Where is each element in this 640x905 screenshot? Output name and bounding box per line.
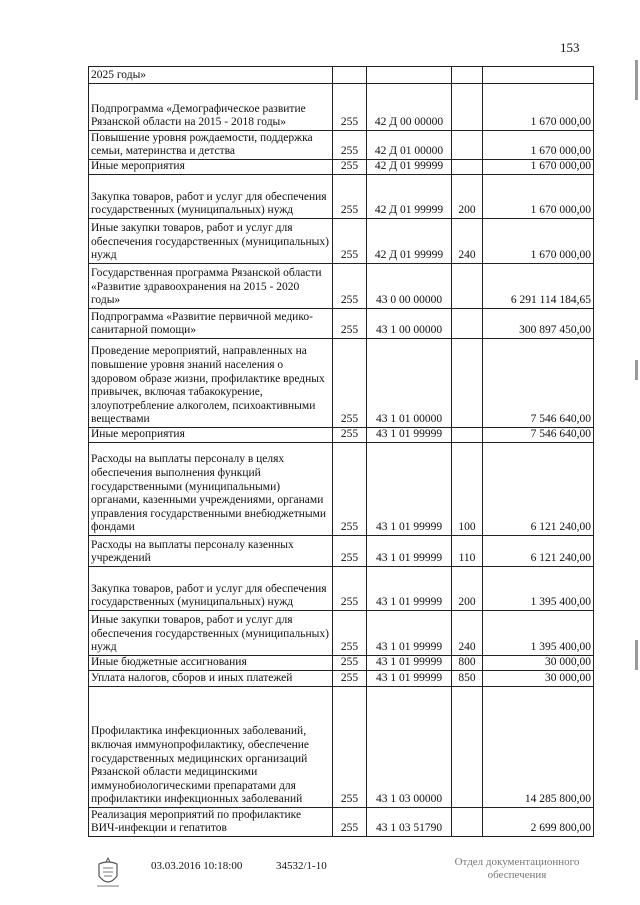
row-name: Подпрограмма «Демографическое развитие Рязанской области на 2015 - 2018 годы» — [89, 84, 333, 131]
row-csr: 43 0 00 00000 — [367, 264, 452, 309]
row-csr — [367, 67, 452, 84]
row-name: Закупка товаров, работ и услуг для обеспечения государственных (муниципальных) нужд — [89, 567, 333, 611]
row-ved: 255 — [333, 309, 367, 339]
scan-edge-mark — [635, 60, 638, 100]
row-sum: 6 291 114 184,65 — [483, 264, 594, 309]
row-vr — [452, 808, 483, 837]
table-row — [89, 264, 594, 309]
row-sum: 1 670 000,00 — [483, 219, 594, 264]
row-vr: 200 — [452, 567, 483, 611]
row-name: Иные мероприятия — [89, 160, 333, 175]
table-row — [89, 567, 594, 611]
row-csr: 42 Д 01 00000 — [367, 131, 452, 160]
row-vr: 110 — [452, 536, 483, 567]
table-row — [89, 443, 594, 536]
row-csr: 43 1 01 99999 — [367, 536, 452, 567]
row-vr: 100 — [452, 443, 483, 536]
row-name: Расходы на выплаты персоналу казенных учреждений — [89, 536, 333, 567]
row-name: Проведение мероприятий, направленных на повышение уровня знаний населения о здоровом образе жизни, профилактике вредных привычек, включая табакокурение, злоупотребление алкоголем, психоактивными веществами — [89, 339, 333, 428]
row-csr: 43 1 01 99999 — [367, 443, 452, 536]
row-vr: 850 — [452, 671, 483, 687]
row-sum: 1 670 000,00 — [483, 131, 594, 160]
row-name: Повышение уровня рождаемости, поддержка семьи, материнства и детства — [89, 131, 333, 160]
row-csr: 42 Д 01 99999 — [367, 219, 452, 264]
row-vr — [452, 339, 483, 428]
row-ved: 255 — [333, 428, 367, 443]
row-name: Государственная программа Рязанской области «Развитие здравоохранения на 2015 - 2020 годы» — [89, 264, 333, 309]
row-sum: 14 285 800,00 — [483, 687, 594, 808]
row-name: Профилактика инфекционных заболеваний, включая иммунопрофилактику, обеспечение государственных медицинских организаций Рязанской области медицинскими иммунобиологическими препаратами для профилактики инфекционных заболеваний — [89, 687, 333, 808]
scan-edge-mark — [635, 360, 638, 380]
row-ved: 255 — [333, 219, 367, 264]
row-ved: 255 — [333, 536, 367, 567]
row-vr — [452, 160, 483, 175]
row-ved: 255 — [333, 175, 367, 219]
row-ved: 255 — [333, 131, 367, 160]
row-name: 2025 годы» — [89, 67, 333, 84]
department-line-2: обеспечения — [487, 869, 547, 881]
row-sum: 1 670 000,00 — [483, 84, 594, 131]
row-csr: 42 Д 01 99999 — [367, 175, 452, 219]
table-row — [89, 131, 594, 160]
table-row — [89, 309, 594, 339]
table-row — [89, 671, 594, 687]
row-vr: 200 — [452, 175, 483, 219]
row-csr: 43 1 03 51790 — [367, 808, 452, 837]
row-ved — [333, 67, 367, 84]
row-sum: 30 000,00 — [483, 656, 594, 671]
row-vr: 240 — [452, 219, 483, 264]
row-sum: 1 670 000,00 — [483, 175, 594, 219]
row-vr: 800 — [452, 656, 483, 671]
row-ved: 255 — [333, 808, 367, 837]
row-csr: 43 1 01 99999 — [367, 428, 452, 443]
row-csr: 42 Д 00 00000 — [367, 84, 452, 131]
row-vr: 240 — [452, 611, 483, 656]
row-sum: 6 121 240,00 — [483, 536, 594, 567]
row-sum: 7 546 640,00 — [483, 339, 594, 428]
document-number: 34532/1-10 — [276, 860, 327, 872]
table-row — [89, 175, 594, 219]
row-csr: 43 1 01 99999 — [367, 656, 452, 671]
table-row — [89, 67, 594, 84]
table-row — [89, 219, 594, 264]
row-vr — [452, 131, 483, 160]
row-sum: 1 670 000,00 — [483, 160, 594, 175]
row-ved: 255 — [333, 656, 367, 671]
table-row — [89, 428, 594, 443]
row-csr: 43 1 01 99999 — [367, 671, 452, 687]
table-row — [89, 611, 594, 656]
row-vr — [452, 428, 483, 443]
department-line-1: Отдел документационного — [454, 856, 580, 868]
row-ved: 255 — [333, 611, 367, 656]
row-sum: 7 546 640,00 — [483, 428, 594, 443]
row-csr: 43 1 00 00000 — [367, 309, 452, 339]
row-vr — [452, 264, 483, 309]
row-sum: 30 000,00 — [483, 671, 594, 687]
row-ved: 255 — [333, 264, 367, 309]
row-vr — [452, 309, 483, 339]
table-row — [89, 536, 594, 567]
row-ved: 255 — [333, 671, 367, 687]
table-row — [89, 339, 594, 428]
scan-edge-mark — [635, 640, 638, 670]
row-name: Иные закупки товаров, работ и услуг для обеспечения государственных (муниципальных) нужд — [89, 611, 333, 656]
row-ved: 255 — [333, 443, 367, 536]
row-name: Реализация мероприятий по профилактике ВИЧ-инфекции и гепатитов — [89, 808, 333, 837]
table-row — [89, 808, 594, 837]
row-vr — [452, 84, 483, 131]
row-csr: 43 1 01 99999 — [367, 567, 452, 611]
table-row — [89, 84, 594, 131]
row-ved: 255 — [333, 687, 367, 808]
budget-table — [88, 66, 594, 837]
row-name: Иные бюджетные ассигнования — [89, 656, 333, 671]
row-vr — [452, 687, 483, 808]
row-name: Подпрограмма «Развитие первичной медико-санитарной помощи» — [89, 309, 333, 339]
page-footer — [0, 856, 640, 896]
row-ved: 255 — [333, 567, 367, 611]
registration-datetime: 03.03.2016 10:18:00 — [151, 860, 243, 872]
row-name: Закупка товаров, работ и услуг для обеспечения государственных (муниципальных) нужд — [89, 175, 333, 219]
row-csr: 42 Д 01 99999 — [367, 160, 452, 175]
table-row — [89, 160, 594, 175]
department-stamp — [442, 856, 592, 882]
row-ved: 255 — [333, 339, 367, 428]
row-ved: 255 — [333, 84, 367, 131]
row-sum — [483, 67, 594, 84]
row-sum: 1 395 400,00 — [483, 611, 594, 656]
row-csr: 43 1 01 00000 — [367, 339, 452, 428]
row-sum: 300 897 450,00 — [483, 309, 594, 339]
row-name: Расходы на выплаты персоналу в целях обеспечения выполнения функций государственными (муниципальными) органами, казенными учреждениями, органами управления государственными внебюджетными фондами — [89, 443, 333, 536]
coat-of-arms-icon — [93, 856, 123, 893]
row-name: Уплата налогов, сборов и иных платежей — [89, 671, 333, 687]
row-ved: 255 — [333, 160, 367, 175]
row-sum: 6 121 240,00 — [483, 443, 594, 536]
table-row — [89, 656, 594, 671]
row-vr — [452, 67, 483, 84]
table-row — [89, 687, 594, 808]
row-sum: 2 699 800,00 — [483, 808, 594, 837]
row-name: Иные мероприятия — [89, 428, 333, 443]
row-csr: 43 1 03 00000 — [367, 687, 452, 808]
row-name: Иные закупки товаров, работ и услуг для обеспечения государственных (муниципальных) нужд — [89, 219, 333, 264]
page-number: 153 — [560, 40, 580, 55]
row-csr: 43 1 01 99999 — [367, 611, 452, 656]
row-sum: 1 395 400,00 — [483, 567, 594, 611]
